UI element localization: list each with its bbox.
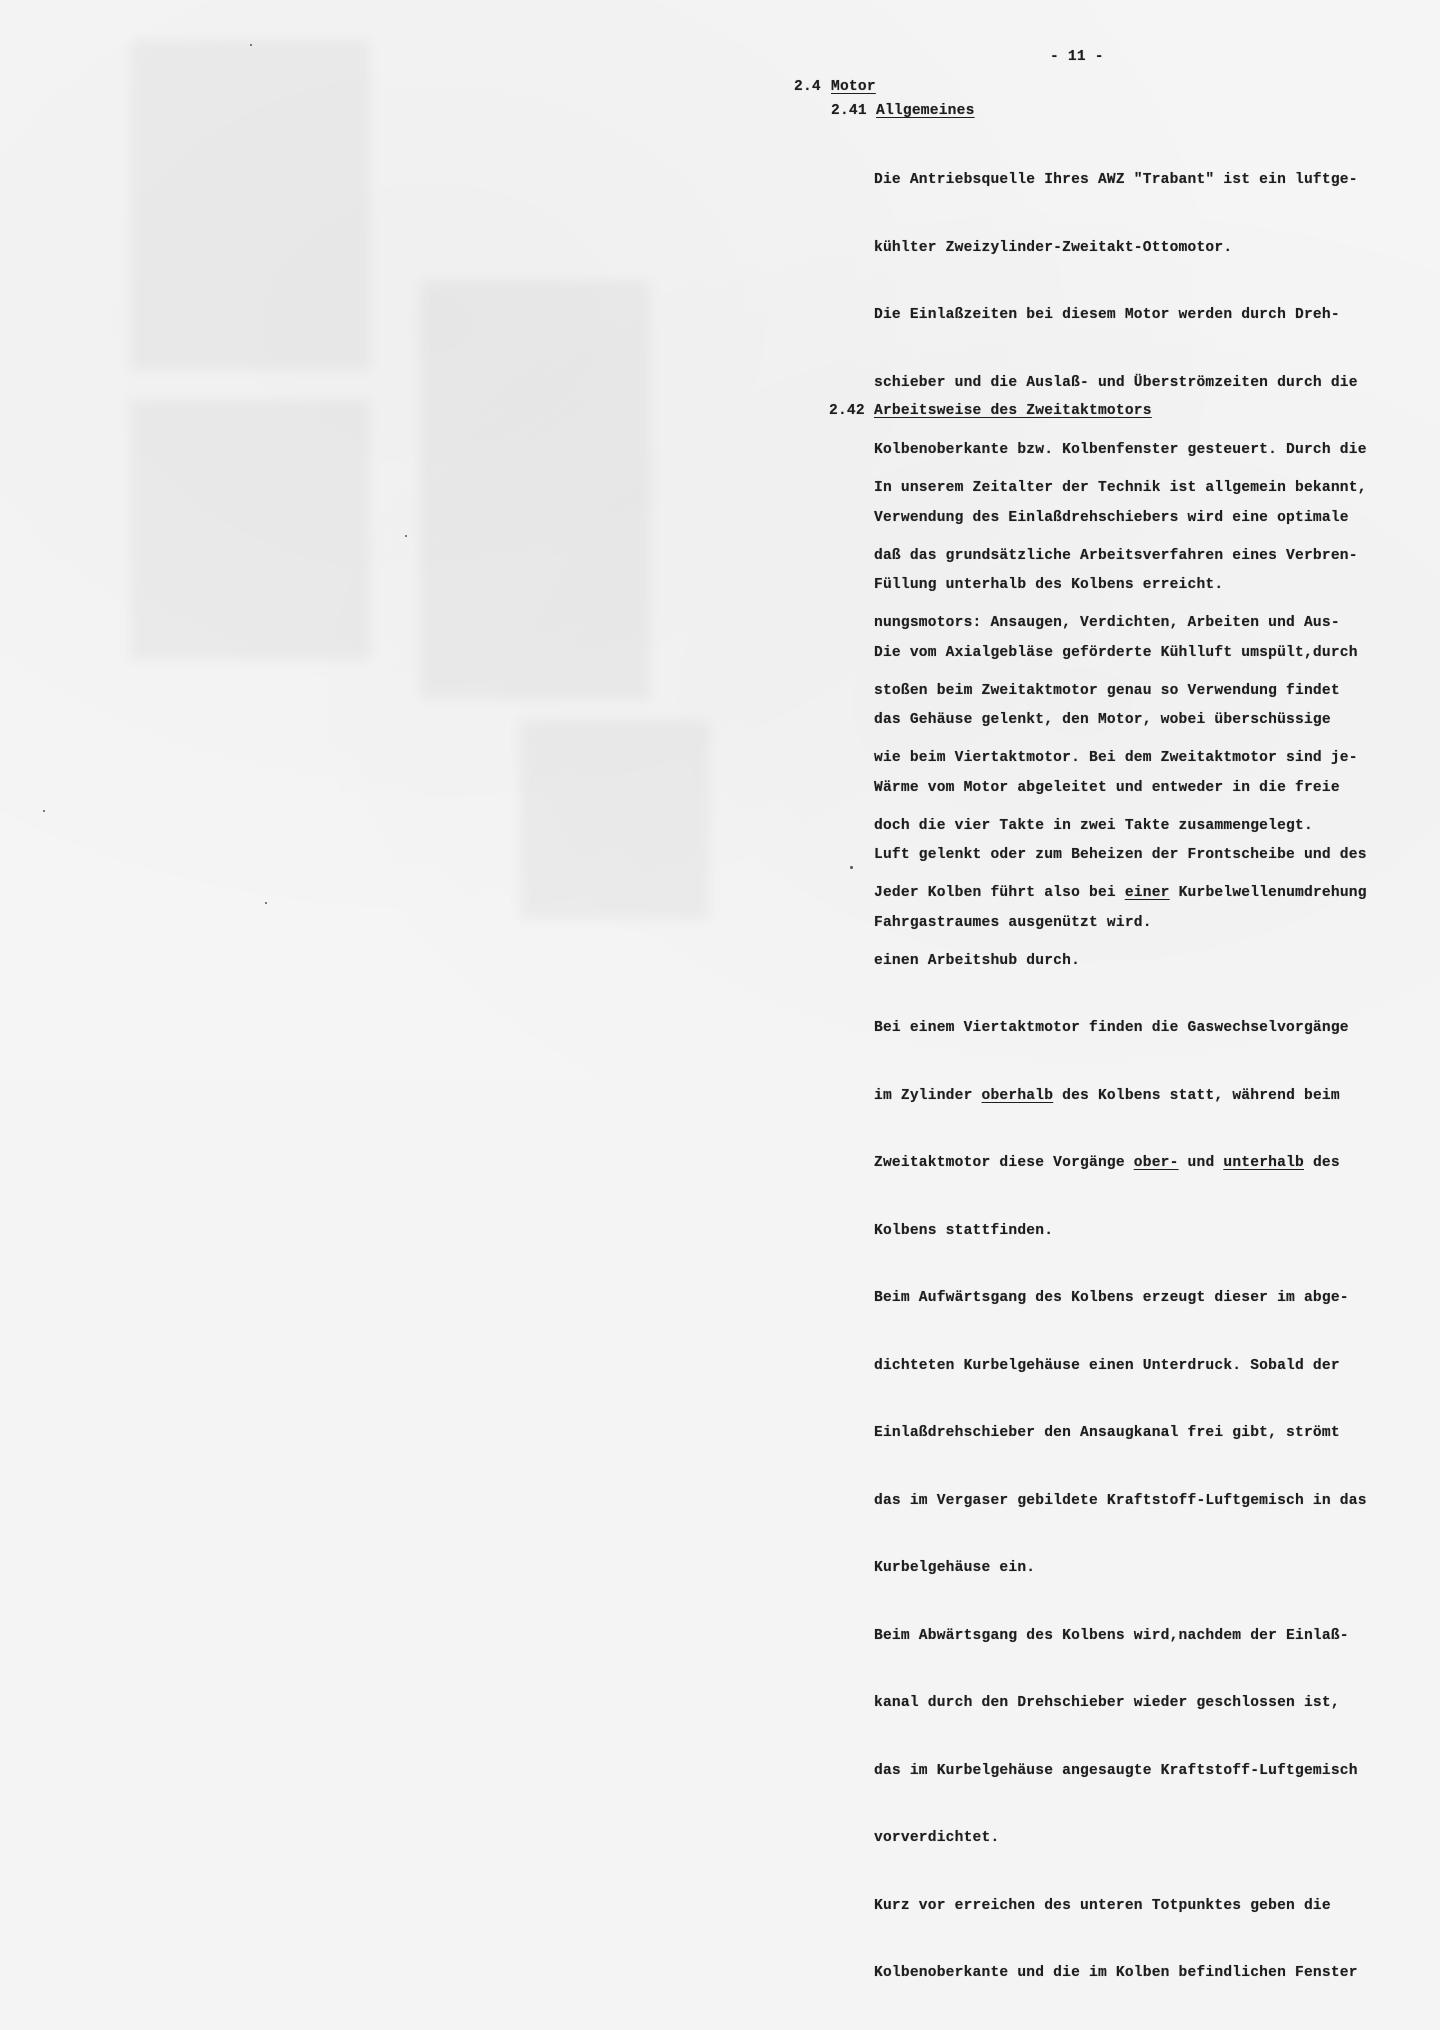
text-segment: im Zylinder — [874, 1087, 982, 1104]
scan-shadow — [420, 280, 650, 700]
text-line: Fahrgastraumes ausgenützt wird. — [874, 914, 1152, 931]
text-line: Verwendung des Einlaßdrehschiebers wird eine optimale — [874, 509, 1349, 526]
text-line: In unserem Zeitalter der Technik ist allgemein bekannt, — [874, 480, 1367, 496]
page-number: - 11 - — [1050, 49, 1104, 65]
text-line: Kolbenoberkante bzw. Kolbenfenster gesteuert. Durch die — [874, 442, 1367, 458]
text-line: das im Vergaser gebildete Kraftstoff-Luftgemisch in das — [874, 1492, 1367, 1509]
text-line: Kurz vor erreichen des unteren Totpunktes geben die — [874, 1897, 1331, 1914]
underlined-word: ober- — [1133, 1155, 1179, 1171]
text-line: schieber und die Auslaß- und Überströmzeiten durch die — [874, 374, 1358, 391]
text-segment: Zweitaktmotor diese Vorgänge — [874, 1155, 1134, 1171]
scan-speck — [43, 810, 45, 812]
text-line: Beim Aufwärtsgang des Kolbens erzeugt dieser im abge- — [874, 1290, 1349, 1306]
text-segment: Jeder Kolben führt also bei — [874, 885, 1125, 901]
text-line: nungsmotors: Ansaugen, Verdichten, Arbeiten und Aus- — [874, 615, 1340, 631]
text-line — [874, 1085, 1367, 1108]
text-segment: Kurbelwellenumdrehung — [1169, 885, 1367, 901]
text-line: Die Antriebsquelle Ihres AWZ "Trabant" ist ein luftge- — [874, 172, 1358, 188]
text-line: Einlaßdrehschieber den Ansaugkanal frei gibt, strömt — [874, 1425, 1340, 1441]
text-line: das im Kurbelgehäuse angesaugte Kraftstoff-Luftgemisch — [874, 1762, 1358, 1779]
text-segment: des — [1304, 1155, 1340, 1171]
section-number-2-41: 2.41 — [831, 103, 867, 119]
text-line: vorverdichtet. — [874, 1830, 1000, 1846]
paragraph-arbeitsweise — [874, 432, 1367, 2030]
text-line: stoßen beim Zweitaktmotor genau so Verwendung findet — [874, 682, 1340, 699]
section-title-arbeitsweise: Arbeitsweise des Zweitaktmotors — [874, 403, 1152, 419]
scan-speck — [250, 44, 252, 46]
text-line: doch die vier Takte in zwei Takte zusammengelegt. — [874, 817, 1313, 834]
scan-speck — [850, 866, 853, 869]
text-line: Kolbenoberkante und die im Kolben befindlichen Fenster — [874, 1965, 1358, 1981]
underlined-word: unterhalb — [1223, 1155, 1304, 1171]
scan-shadow — [520, 720, 710, 920]
text-line: Luft gelenkt oder zum Beheizen der Frontscheibe und des — [874, 847, 1367, 863]
underlined-word: oberhalb — [981, 1087, 1054, 1104]
text-line — [874, 882, 1367, 905]
section-title-motor: Motor — [831, 79, 876, 95]
text-line: Die Einlaßzeiten bei diesem Motor werden durch Dreh- — [874, 307, 1340, 323]
text-line: Kolbens stattfinden. — [874, 1222, 1054, 1239]
text-line: kanal durch den Drehschieber wieder geschlossen ist, — [874, 1695, 1340, 1711]
text-line: Beim Abwärtsgang des Kolbens wird,nachdem der Einlaß- — [874, 1627, 1349, 1644]
scan-shadow — [130, 40, 370, 370]
scan-speck — [405, 535, 407, 537]
scan-speck — [265, 902, 267, 904]
text-line: einen Arbeitshub durch. — [874, 952, 1081, 969]
underlined-word: einer — [1124, 885, 1170, 901]
scan-shadow — [130, 400, 370, 660]
text-line: Bei einem Viertaktmotor finden die Gaswechselvorgänge — [874, 1020, 1349, 1036]
text-line: dichteten Kurbelgehäuse einen Unterdruck. Sobald der — [874, 1357, 1340, 1374]
text-segment: des Kolbens statt, während beim — [1053, 1087, 1340, 1104]
text-line: Füllung unterhalb des Kolbens erreicht. — [874, 577, 1224, 593]
text-line: Die vom Axialgebläse geförderte Kühlluft umspült,durch — [874, 644, 1358, 661]
text-line: daß das grundsätzliche Arbeitsverfahren eines Verbren- — [874, 547, 1358, 564]
text-line: kühlter Zweizylinder-Zweitakt-Ottomotor. — [874, 239, 1233, 256]
text-line: Kurbelgehäuse ein. — [874, 1560, 1036, 1576]
section-title-allgemeines: Allgemeines — [876, 103, 975, 119]
text-line: das Gehäuse gelenkt, den Motor, wobei überschüssige — [874, 712, 1331, 728]
text-segment: und — [1178, 1155, 1224, 1171]
text-line: Wärme vom Motor abgeleitet und entweder in die freie — [874, 779, 1340, 796]
text-line: wie beim Viertaktmotor. Bei dem Zweitaktmotor sind je- — [874, 750, 1358, 766]
section-number-2-4: 2.4 — [794, 79, 821, 95]
section-number-2-42: 2.42 — [829, 403, 865, 419]
text-line — [874, 1152, 1367, 1175]
